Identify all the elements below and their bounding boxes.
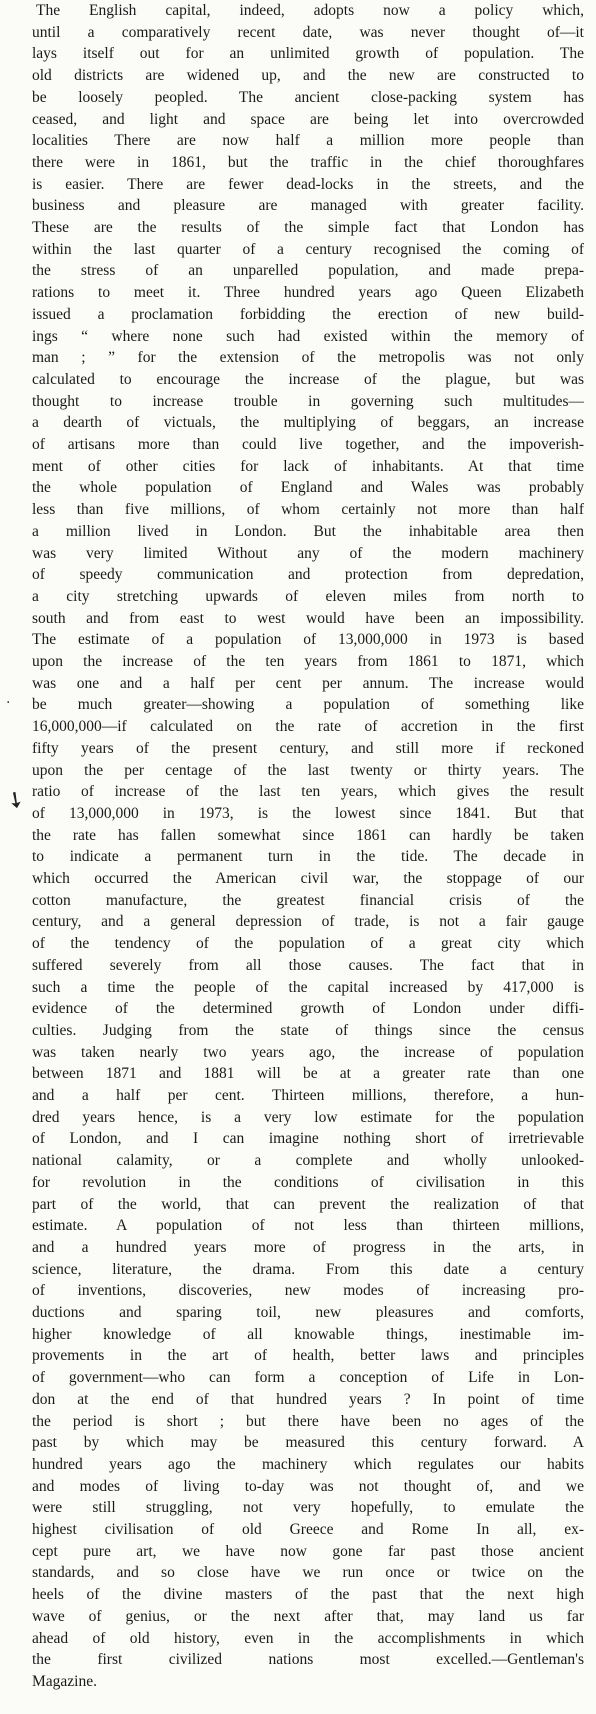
article-line: which occurred the American civil war, the stoppage of our: [32, 870, 584, 887]
article-line: fifty years of the present century, and still more if reckoned: [32, 739, 584, 757]
article-line: less than five millions, of whom certainly not more than half: [32, 501, 584, 519]
article-line: for revolution in the conditions of civilisation in this: [32, 1173, 584, 1191]
article-line: the stress of an unparelled population, and made prepa-: [32, 262, 584, 280]
article-line: lays itself out for an unlimited growth of population. The: [32, 45, 584, 63]
article-line: calculated to encourage the increase of the plague, but was: [32, 370, 584, 388]
article-line: don at the end of that hundred years ? In point of time: [32, 1390, 584, 1408]
article-line: ceased, and light and space are being let into overcrowded: [32, 110, 584, 128]
article-line: ratio of increase of the last ten years, which gives the result: [32, 783, 584, 801]
article-line: of inventions, discoveries, new modes of increasing pro-: [32, 1282, 584, 1300]
article-line: until a comparatively recent date, was never thought of—it: [32, 23, 584, 41]
article-line: of the tendency of the population of a great city which: [32, 935, 584, 953]
article-line: rations to meet it. Three hundred years ago Queen Elizabeth: [32, 284, 584, 302]
article-line: 16,000,000—if calculated on the rate of accretion in the first: [32, 718, 584, 736]
article-line: national calamity, or a complete and wholly unlooked-: [32, 1152, 584, 1170]
article-line: of London, and I can imagine nothing short of irretrievable: [32, 1130, 584, 1148]
article-line: localities There are now half a million more people than: [32, 132, 584, 150]
article-line: and a half per cent. Thirteen millions, therefore, a hun-: [32, 1087, 584, 1104]
article-line: the period is short ; but there have been no ages of the: [32, 1412, 584, 1430]
article-line: The English capital, indeed, adopts now a policy which,: [36, 2, 584, 19]
article-line: is easier. There are fewer dead-locks in the streets, and the: [32, 175, 584, 193]
article-line: culties. Judging from the state of things since the census: [32, 1021, 584, 1039]
article-line: The estimate of a population of 13,000,000 in 1973 is based: [32, 631, 584, 649]
article-line: past by which may be measured this century forward. A: [32, 1434, 584, 1452]
article-line: higher knowledge of all knowable things, inestimable im-: [32, 1325, 584, 1343]
article-line: of government—who can form a conception of Life in Lon-: [32, 1369, 584, 1387]
article-line: These are the results of the simple fact that London has: [32, 219, 584, 236]
article-line: of artisans more than could live together, and the impoverish-: [32, 436, 584, 453]
article-line: a million lived in London. But the inhabitable area then: [32, 522, 584, 540]
article-line: between 1871 and 1881 will be at a greater rate than one: [32, 1065, 584, 1083]
article-line: a city stretching upwards of eleven miles from north to: [32, 587, 584, 605]
article-line: ment of other cities for lack of inhabitants. At that time: [32, 457, 584, 475]
article-line: evidence of the determined growth of London under diffi-: [32, 1000, 584, 1018]
article-line: suffered severely from all those causes. The fact that in: [32, 956, 584, 974]
article-line: issued a proclamation forbidding the erection of new build-: [32, 305, 584, 323]
article-line: standards, and so close have we run once or twice on the: [32, 1564, 584, 1582]
article-line: thought to increase trouble in governing such multitudes—: [32, 392, 584, 410]
article-line: south and from east to west would have been an impossibility.: [32, 609, 584, 627]
article-line: provements in the art of health, better laws and principles: [32, 1347, 584, 1365]
article-line: within the last quarter of a century recognised the coming of: [32, 240, 584, 258]
article-line: ahead of old history, even in the accomplishments in which: [32, 1629, 584, 1647]
article-line: such a time the people of the capital increased by 417,000 is: [32, 978, 584, 996]
article-line-source: Magazine.: [32, 1672, 97, 1690]
article-line: upon the per centage of the last twenty or thirty years. The: [32, 761, 584, 779]
article-line: hundred years ago the machinery which regulates our habits: [32, 1455, 584, 1473]
article-line: old districts are widened up, and the new are constructed to: [32, 67, 584, 85]
article-line: ductions and sparing toil, new pleasures and comforts,: [32, 1304, 584, 1321]
article-line: was one and a half per cent per annum. The increase would: [32, 674, 584, 692]
article-line: business and pleasure are managed with greater facility.: [32, 197, 584, 215]
article-line: of 13,000,000 in 1973, is the lowest since 1841. But that: [32, 804, 584, 822]
article-line: was taken nearly two years ago, the increase of population: [32, 1043, 584, 1061]
article-line: estimate. A population of not less than thirteen millions,: [32, 1217, 584, 1235]
article-line: of speedy communication and protection from depredation,: [32, 566, 584, 584]
article-line: the whole population of England and Wales was probably: [32, 479, 584, 497]
article-line: was very limited Without any of the modern machinery: [32, 544, 584, 562]
article-line: there were in 1861, but the traffic in the chief thoroughfares: [32, 153, 584, 171]
article-line: a dearth of victuals, the multiplying of beggars, an increase: [32, 414, 584, 432]
article-line: upon the increase of the ten years from 1861 to 1871, which: [32, 653, 584, 670]
article-line: heels of the divine masters of the past that the next high: [32, 1586, 584, 1604]
article-line: century, and a general depression of trade, is not a fair gauge: [32, 913, 584, 931]
article-line: the rate has fallen somewhat since 1861 can hardly be taken: [32, 826, 584, 844]
article-line: science, literature, the drama. From this date a century: [32, 1260, 584, 1278]
article-line: the first civilized nations most excelled.—Gentleman's: [32, 1651, 584, 1669]
article-line: cept pure art, we have now gone far past those ancient: [32, 1542, 584, 1560]
article-line: dred years hence, is a very low estimate for the population: [32, 1108, 584, 1126]
article-line: cotton manufacture, the greatest financial crisis of the: [32, 891, 584, 909]
article-line: highest civilisation of old Greece and Rome In all, ex-: [32, 1521, 584, 1538]
article-line: were still struggling, not very hopefully, to emulate the: [32, 1499, 584, 1517]
margin-arrow-mark: ➘: [0, 784, 30, 817]
article-line: be much greater—showing a population of something like: [32, 696, 584, 714]
article-line: to indicate a permanent turn in the tide. The decade in: [32, 848, 584, 866]
article-line: wave of genius, or the next after that, may land us far: [32, 1607, 584, 1625]
article-line: part of the world, that can prevent the realization of that: [32, 1195, 584, 1213]
article-line: and a hundred years more of progress in the arts, in: [32, 1238, 584, 1256]
margin-dot-mark: ·: [6, 695, 11, 711]
article-line: man ; ” for the extension of the metropolis was not only: [32, 349, 584, 367]
article-line: and modes of living to-day was not thought of, and we: [32, 1477, 584, 1495]
article-line: ings “ where none such had existed within the memory of: [32, 327, 584, 345]
article-line: be loosely peopled. The ancient close-packing system has: [32, 88, 584, 106]
